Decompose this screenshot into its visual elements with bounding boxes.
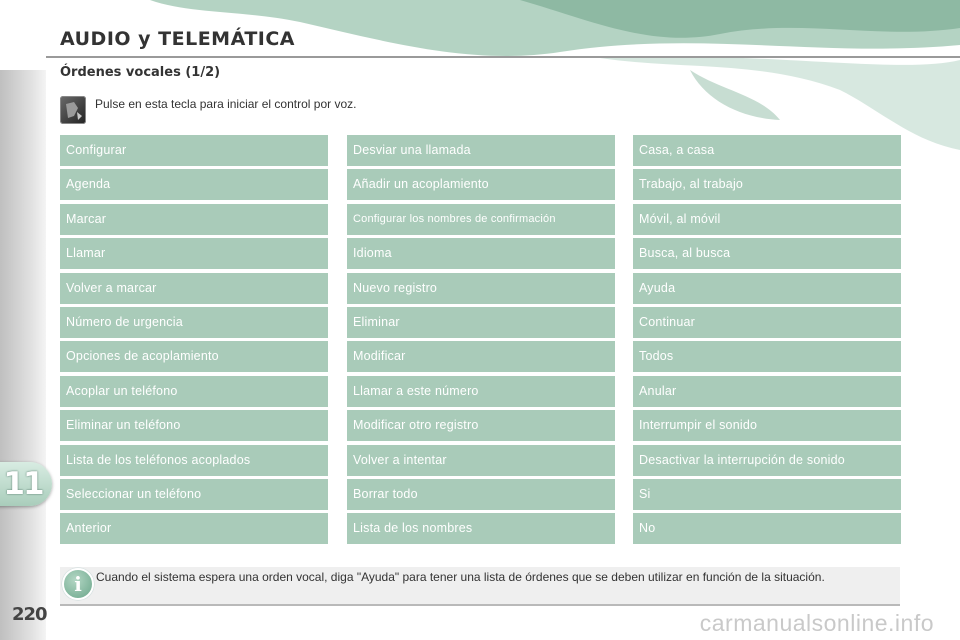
command-item: Ayuda — [633, 273, 901, 304]
command-item: Modificar otro registro — [347, 410, 615, 441]
command-item: Volver a intentar — [347, 445, 615, 476]
command-item: Modificar — [347, 341, 615, 372]
command-item: Llamar a este número — [347, 376, 615, 407]
command-item: Idioma — [347, 238, 615, 269]
chapter-tab: 11 — [0, 462, 52, 506]
command-item: Casa, a casa — [633, 135, 901, 166]
command-item: Eliminar un teléfono — [60, 410, 328, 441]
header-rule — [46, 56, 960, 58]
intro-text: Pulse en esta tecla para iniciar el control por voz. — [95, 97, 357, 111]
section-subtitle: Órdenes vocales (1/2) — [60, 65, 221, 80]
commands-column-1 — [60, 135, 328, 548]
voice-control-key-icon — [60, 96, 86, 124]
command-item: Lista de los teléfonos acoplados — [60, 445, 328, 476]
command-item: Nuevo registro — [347, 273, 615, 304]
command-item: Trabajo, al trabajo — [633, 169, 901, 200]
sidebar-strip — [0, 70, 46, 640]
info-text: Cuando el sistema espera una orden vocal, diga "Ayuda" para tener una lista de órdenes que se deben utilizar en función de la situación. — [96, 570, 825, 584]
command-item: Borrar todo — [347, 479, 615, 510]
command-item: Acoplar un teléfono — [60, 376, 328, 407]
commands-column-2 — [347, 135, 615, 548]
info-box — [60, 567, 900, 606]
command-item: Interrumpir el sonido — [633, 410, 901, 441]
command-item: Configurar los nombres de confirmación — [347, 204, 615, 235]
command-item: Seleccionar un teléfono — [60, 479, 328, 510]
command-item: Volver a marcar — [60, 273, 328, 304]
command-item: Eliminar — [347, 307, 615, 338]
command-item: Todos — [633, 341, 901, 372]
command-item: Si — [633, 479, 901, 510]
command-item: Desviar una llamada — [347, 135, 615, 166]
page-number: 220 — [12, 604, 47, 625]
command-item: Anular — [633, 376, 901, 407]
watermark: carmanualsonline.info — [699, 610, 934, 636]
command-item: Marcar — [60, 204, 328, 235]
page-title: AUDIO y TELEMÁTICA — [60, 28, 295, 50]
command-item: No — [633, 513, 901, 544]
command-item: Lista de los nombres — [347, 513, 615, 544]
command-item: Agenda — [60, 169, 328, 200]
command-item: Móvil, al móvil — [633, 204, 901, 235]
command-item: Número de urgencia — [60, 307, 328, 338]
command-item: Configurar — [60, 135, 328, 166]
info-icon: i — [62, 568, 94, 600]
command-item: Desactivar la interrupción de sonido — [633, 445, 901, 476]
commands-column-3 — [633, 135, 901, 548]
command-item: Anterior — [60, 513, 328, 544]
command-item: Llamar — [60, 238, 328, 269]
command-item: Continuar — [633, 307, 901, 338]
command-item: Opciones de acoplamiento — [60, 341, 328, 372]
command-item: Busca, al busca — [633, 238, 901, 269]
command-item: Añadir un acoplamiento — [347, 169, 615, 200]
